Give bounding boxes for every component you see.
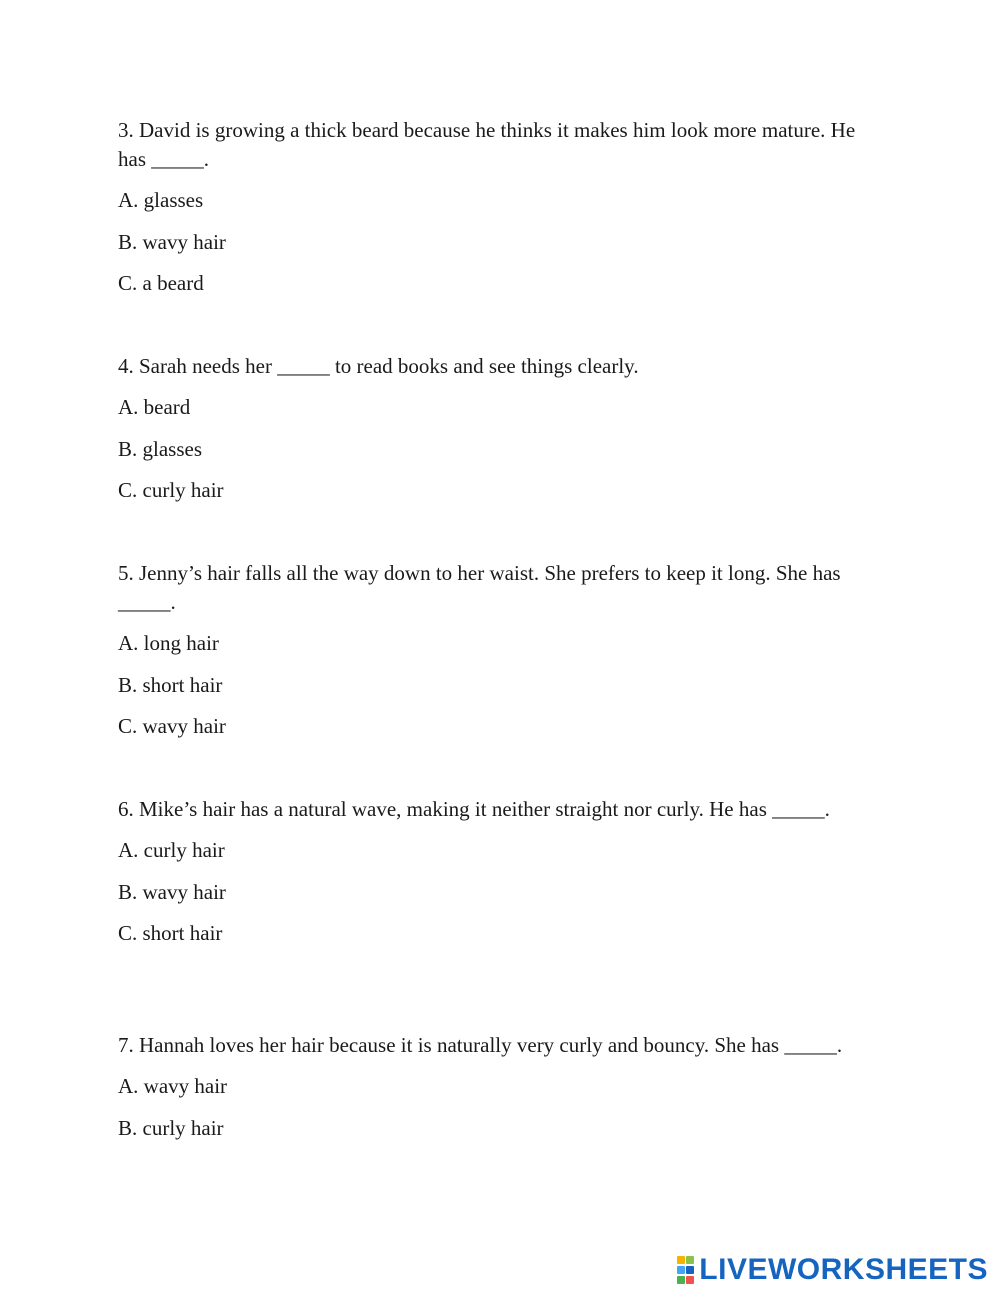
- logo-block: [686, 1276, 694, 1284]
- answer-option-c[interactable]: C. a beard: [118, 271, 204, 295]
- answer-option-b[interactable]: B. wavy hair: [118, 879, 226, 904]
- logo-block: [686, 1256, 694, 1264]
- question-stem: 3. David is growing a thick beard because he thinks it makes him look more mature. He has _____.: [118, 118, 856, 171]
- logo-mark-icon: [677, 1256, 695, 1284]
- question-6: [118, 795, 888, 961]
- answer-option-a[interactable]: A. wavy hair: [118, 1074, 228, 1098]
- answer-option-a[interactable]: A. long hair: [118, 631, 219, 655]
- answer-option-a[interactable]: A. curly hair: [118, 838, 225, 862]
- answer-option-b[interactable]: B. glasses: [118, 436, 202, 461]
- answer-option-b[interactable]: B. wavy hair: [118, 229, 226, 254]
- answer-option-b[interactable]: B. curly hair: [118, 1115, 224, 1140]
- question-5: [118, 559, 888, 754]
- question-7: [118, 1031, 888, 1155]
- question-stem: 7. Hannah loves her hair because it is naturally very curly and bouncy. She has _____.: [118, 1033, 843, 1057]
- answer-option-b[interactable]: B. short hair: [118, 672, 223, 697]
- liveworksheets-logo: [677, 1253, 988, 1287]
- logo-block: [677, 1266, 685, 1274]
- logo-text: LIVEWORKSHEETS: [699, 1253, 988, 1286]
- answer-option-c[interactable]: C. short hair: [118, 921, 223, 945]
- question-stem: 5. Jenny’s hair falls all the way down to her waist. She prefers to keep it long. She has _____.: [118, 561, 841, 614]
- question-4: [118, 352, 888, 518]
- question-stem: 4. Sarah needs her _____ to read books and see things clearly.: [118, 354, 639, 378]
- question-stem: 6. Mike’s hair has a natural wave, making it neither straight nor curly. He has _____.: [118, 797, 830, 821]
- answer-option-a[interactable]: A. beard: [118, 395, 191, 419]
- logo-block: [686, 1266, 694, 1274]
- logo-block: [677, 1256, 685, 1264]
- question-3: [118, 116, 888, 311]
- answer-option-a[interactable]: A. glasses: [118, 188, 204, 212]
- logo-block: [677, 1276, 685, 1284]
- answer-option-c[interactable]: C. curly hair: [118, 478, 224, 502]
- answer-option-c[interactable]: C. wavy hair: [118, 714, 226, 738]
